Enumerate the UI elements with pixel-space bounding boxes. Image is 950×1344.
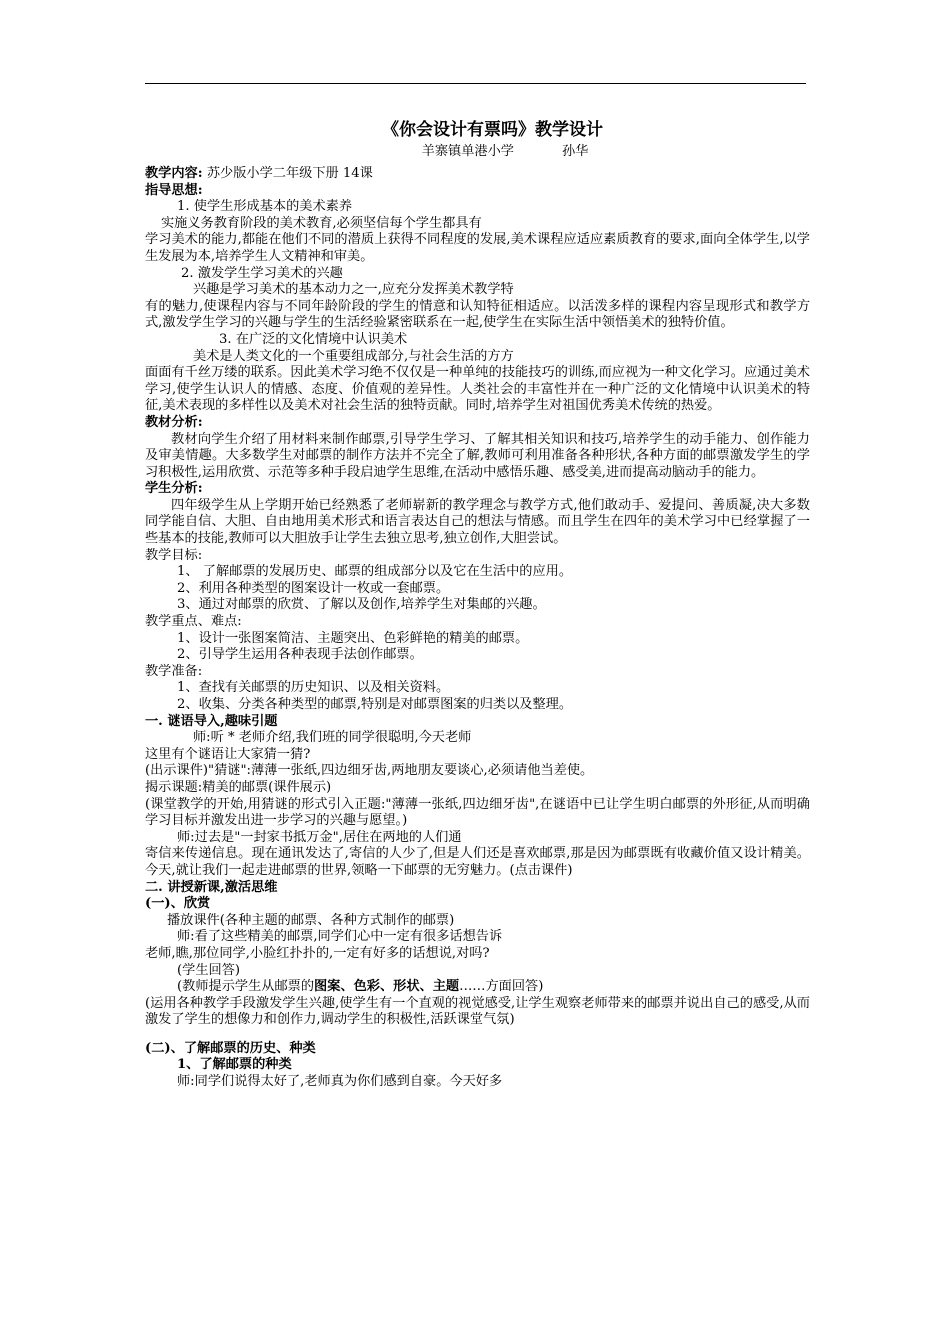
section-1-line-5: (课堂教学的开始,用猜谜的形式引入正题:"薄薄一张纸,四边细牙齿",在谜语中已让学生明白邮票的外形征,从而明确学习目标并激发出进一步学习的兴趣与愿望。) bbox=[145, 796, 810, 829]
section-1-line-2: 这里有个谜语让大家猜一猜? bbox=[145, 746, 311, 762]
goal-3: 3、通过对邮票的欣赏、了解以及创作,培养学生对集邮的兴趣。 bbox=[177, 597, 546, 613]
prep-2: 2、收集、分类各种类型的邮票,特别是对邮票图案的归类以及整理。 bbox=[177, 697, 573, 712]
section-1-line-1: 师:听 * 老师介绍,我们班的同学很聪明,今天老师 bbox=[193, 730, 472, 746]
document-title: 《你会设计有票吗》教学设计 bbox=[382, 120, 603, 140]
content-label: 教学内容: bbox=[145, 166, 203, 181]
section-1-line-3: (出示课件)"猜谜":薄薄一张纸,四边细牙齿,两地朋友要谈心,必须请他当差使。 bbox=[145, 763, 594, 779]
hint-suffix: ……方面回答) bbox=[459, 979, 544, 995]
spacer bbox=[145, 1029, 810, 1041]
document-body bbox=[145, 118, 810, 1091]
guide-label: 指导思想: bbox=[145, 182, 203, 198]
key-2: 2、引导学生运用各种表现手法创作邮票。 bbox=[177, 647, 423, 663]
section-1-title: 一. 谜语导入,趣味引题 bbox=[145, 713, 278, 729]
prep-1: 1、查找有关邮票的历史知识、以及相关资料。 bbox=[177, 680, 450, 696]
section-1-line-7: 寄信来传递信息。现在通讯发达了,寄信的人少了,但是人们还是喜欢邮票,那是因为邮票既有收藏价值又设计精美。今天,就让我们一起走进邮票的世界,领略一下邮票的无穷魅力。(点击课件) bbox=[145, 846, 810, 878]
guide-3-line-1: 美术是人类文化的一个重要组成部分,与社会生活的方方 bbox=[193, 348, 514, 364]
goal-2: 2、利用各种类型的图案设计一枚或一套邮票。 bbox=[177, 580, 450, 596]
section-2-sub-2-1: 1、了解邮票的种类 bbox=[177, 1057, 292, 1073]
section-2-line-6: (运用各种教学手段激发学生兴趣,使学生有一个直观的视觉感受,让学生观察老师带来的邮票并说出自己的感受,从而激发了学生的想像力和创作力,调动学生的积极性,活跃课堂气氛) bbox=[145, 995, 810, 1028]
student-label: 学生分析: bbox=[145, 481, 203, 497]
school-name: 羊寨镇单港小学 bbox=[421, 144, 514, 159]
content-value: 苏少版小学二年级下册 14课 bbox=[206, 166, 373, 181]
goal-label: 教学目标: bbox=[145, 547, 203, 563]
section-2-line-7: 师:同学们说得太好了,老师真为你们感到自豪。今天好多 bbox=[177, 1074, 503, 1090]
section-2-line-2: 师:看了这些精美的邮票,同学们心中一定有很多话想告诉 bbox=[177, 929, 503, 945]
section-2-line-1: 播放课件(各种主题的邮票、各种方式制作的邮票) bbox=[167, 912, 455, 928]
guide-2-title: 2. 激发学生学习美术的兴趣 bbox=[181, 265, 343, 281]
section-2-title: 二. 讲授新课,激活思维 bbox=[145, 879, 278, 895]
section-2-line-5 bbox=[145, 979, 810, 996]
goal-1: 1、 了解邮票的发展历史、邮票的组成部分以及它在生活中的应用。 bbox=[177, 564, 573, 580]
guide-3-body: 面面有千丝万缕的联系。因此美术学习绝不仅仅是一种单纯的技能技巧的训练,而应视为一种文化学习。应通过美术学习,使学生认识人的情感、态度、价值观的差异性。人类社会的丰富性并在一种广泛的文化情境中认识美术的特征,美术表现的多样性以及美术对社会生活的独特贡献。同时,培养学生对祖国优秀美术传统的热爱。 bbox=[145, 365, 810, 414]
material-label: 教材分析: bbox=[145, 414, 203, 430]
guide-2-line-1: 兴趣是学习美术的基本动力之一,应充分发挥美术教学特 bbox=[193, 282, 514, 298]
guide-3-title: 3. 在广泛的文化情境中认识美术 bbox=[219, 331, 408, 347]
key-1: 1、设计一张图案简洁、主题突出、色彩鲜艳的精美的邮票。 bbox=[177, 630, 529, 646]
guide-1-body: 学习美术的能力,都能在他们不同的潜质上获得不同程度的发展,美术课程应适应素质教育的要求,面向全体学生,以学生发展为本,培养学生人文精神和审美。 bbox=[145, 232, 810, 264]
student-text: 四年级学生从上学期开始已经熟悉了老师崭新的教学理念与教学方式,他们敢动手、爱提问、善质凝,决大多数同学能自信、大胆、自由地用美术形式和语言表达自己的想法与情感。而且学生在四年的美术学习中已经掌握了一些基本的技能,教师可以大胆放手让学生去独立思考,独立创作,大胆尝试。 bbox=[145, 497, 810, 547]
guide-2-body: 有的魅力,使课程内容与不同年龄阶段的学生的情意和认知特征相适应。以活泼多样的课程内容呈现形式和教学方式,激发学生学习的兴趣与学生的生活经验紧密联系在一起,使学生在实际生活中领悟美术的独特价值。 bbox=[145, 298, 810, 331]
key-label: 教学重点、难点: bbox=[145, 614, 242, 630]
section-2-line-3: 老师,瞧,那位同学,小脸红扑扑的,一定有好多的话想说,对吗? bbox=[145, 945, 490, 961]
guide-1-title: 1. 使学生形成基本的美术素养 bbox=[177, 199, 353, 215]
content-row bbox=[145, 166, 810, 183]
section-2-line-4: (学生回答) bbox=[177, 962, 241, 978]
author-name: 孙华 bbox=[561, 144, 589, 159]
guide-1-line-1: 实施义务教育阶段的美术教育,必须坚信每个学生都具有 bbox=[161, 215, 482, 231]
prep-label: 教学准备: bbox=[145, 663, 203, 679]
material-text: 教材向学生介绍了用材料来制作邮票,引导学生学习、了解其相关知识和技巧,培养学生的动手能力、创作能力及审美情趣。大多数学生对邮票的制作方法并不完全了解,教师可利用准备各种形状,各种方面的邮票激发学生的学习积极性,运用欣赏、示范等多种手段启迪学生思维,在活动中感悟乐趣、感受美,进而提高动脑动手的能力。 bbox=[145, 431, 810, 480]
section-2-sub-2: (二)、了解邮票的历史、种类 bbox=[145, 1040, 316, 1056]
hint-bold: 图案、色彩、形状、主题 bbox=[314, 979, 460, 995]
hint-prefix: (教师提示学生从邮票的 bbox=[177, 979, 315, 995]
section-2-sub-1: (一)、欣赏 bbox=[145, 896, 211, 912]
header-rule bbox=[145, 83, 806, 84]
section-1-line-4: 揭示课题:精美的邮票(课件展示) bbox=[145, 779, 332, 795]
section-1-line-6: 师:过去是"一封家书抵万金",居住在两地的人们通 bbox=[177, 829, 462, 845]
author-line bbox=[200, 142, 810, 162]
